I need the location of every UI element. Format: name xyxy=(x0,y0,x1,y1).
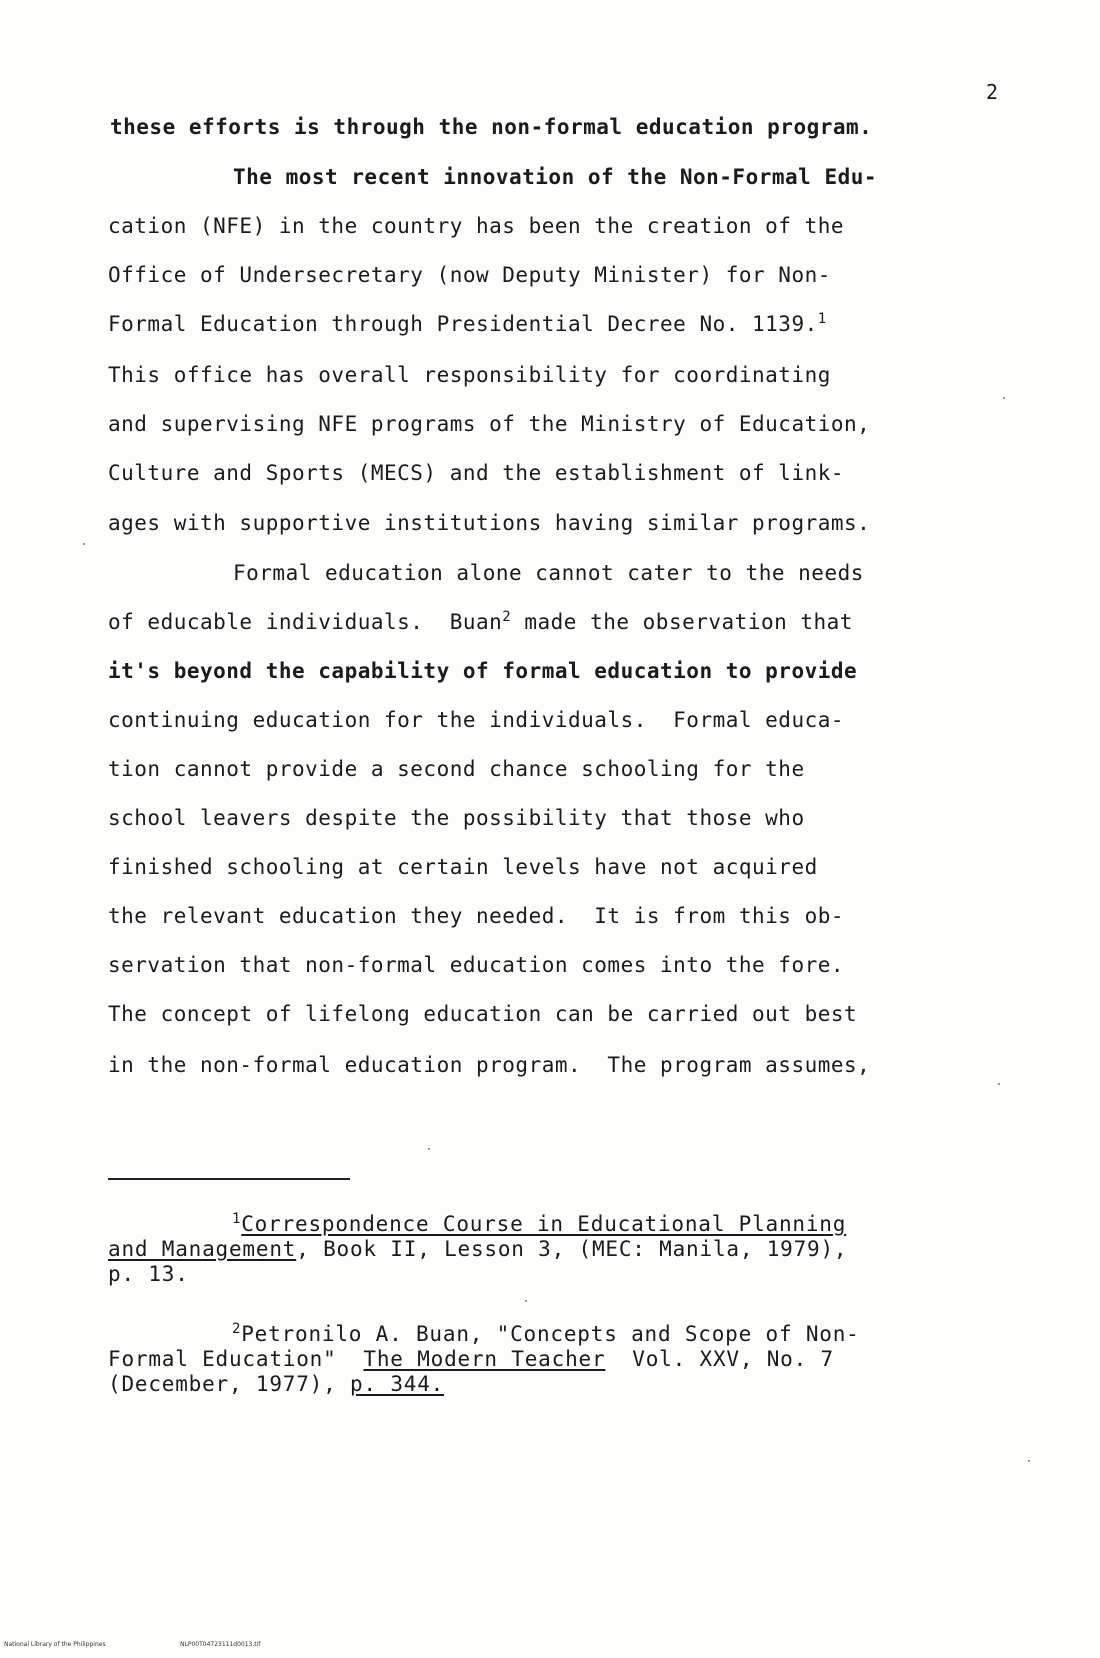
footer-library-name: National Library of the Philippines xyxy=(4,1641,106,1648)
footnote-2-line-1: $^2$Petronilo A. Buan, "Concepts and Scope of Non- xyxy=(232,1321,860,1346)
body-line-2: The most recent innovation of the Non-Formal Edu- xyxy=(233,165,878,189)
scan-speck xyxy=(428,1148,430,1150)
scan-speck xyxy=(1028,1460,1030,1462)
body-line-13: continuing education for the individuals. Formal educa- xyxy=(108,708,845,732)
body-line-6: This office has overall responsibility for coordinating xyxy=(108,363,831,387)
body-line-8: Culture and Sports (MECS) and the establishment of link- xyxy=(108,461,845,485)
footnote-separator xyxy=(108,1178,350,1180)
footnote-2-line-2: Formal Education" The Modern Teacher Vol. XXV, No. 7 xyxy=(108,1347,834,1371)
body-line-3: cation (NFE) in the country has been the creation of the xyxy=(108,214,845,238)
body-line-5: Formal Education through Presidential Decree No. 1139.$^1$ xyxy=(108,311,827,336)
footnote-ref-2: 2 xyxy=(502,609,512,625)
scan-speck xyxy=(998,1083,1000,1085)
footer-file-name: NLP00T04723111d0013.tif xyxy=(180,1641,261,1648)
page-number: 2 xyxy=(986,80,999,104)
body-line-1: these efforts is through the non-formal education program. xyxy=(110,115,873,139)
body-line-15: school leavers despite the possibility that those who xyxy=(108,806,805,830)
footnote-1-line-2: and Management, Book II, Lesson 3, (MEC: Manila, 1979), xyxy=(108,1237,848,1261)
body-line-14: tion cannot provide a second chance schooling for the xyxy=(108,757,805,781)
body-line-12: it's beyond the capability of formal education to provide xyxy=(108,659,858,683)
body-line-18: servation that non-formal education comes into the fore. xyxy=(108,953,845,977)
body-line-4: Office of Undersecretary (now Deputy Minister) for Non- xyxy=(108,263,831,287)
body-line-16: finished schooling at certain levels have not acquired xyxy=(108,855,818,879)
body-line-9: ages with supportive institutions having similar programs. xyxy=(108,511,871,535)
scan-speck xyxy=(83,543,85,545)
scan-speck xyxy=(1003,397,1005,399)
body-line-17: the relevant education they needed. It is from this ob- xyxy=(108,904,845,928)
footnote-ref-1: 1 xyxy=(817,311,827,327)
body-line-10: Formal education alone cannot cater to the needs xyxy=(233,561,864,585)
footnote-1-line-3: p. 13. xyxy=(108,1262,189,1286)
body-line-20: in the non-formal education program. The program assumes, xyxy=(108,1053,871,1077)
body-line-7: and supervising NFE programs of the Ministry of Education, xyxy=(108,412,871,436)
body-line-19: The concept of lifelong education can be carried out best xyxy=(108,1002,858,1026)
footnote-2-line-3: (December, 1977), p. 344. xyxy=(108,1372,445,1396)
scan-speck xyxy=(525,1300,527,1302)
footnote-1-line-1: $^1$Correspondence Course in Educational Planning xyxy=(232,1211,847,1236)
body-line-11: of educable individuals. Buan$^2$ made the observation that xyxy=(108,609,853,634)
